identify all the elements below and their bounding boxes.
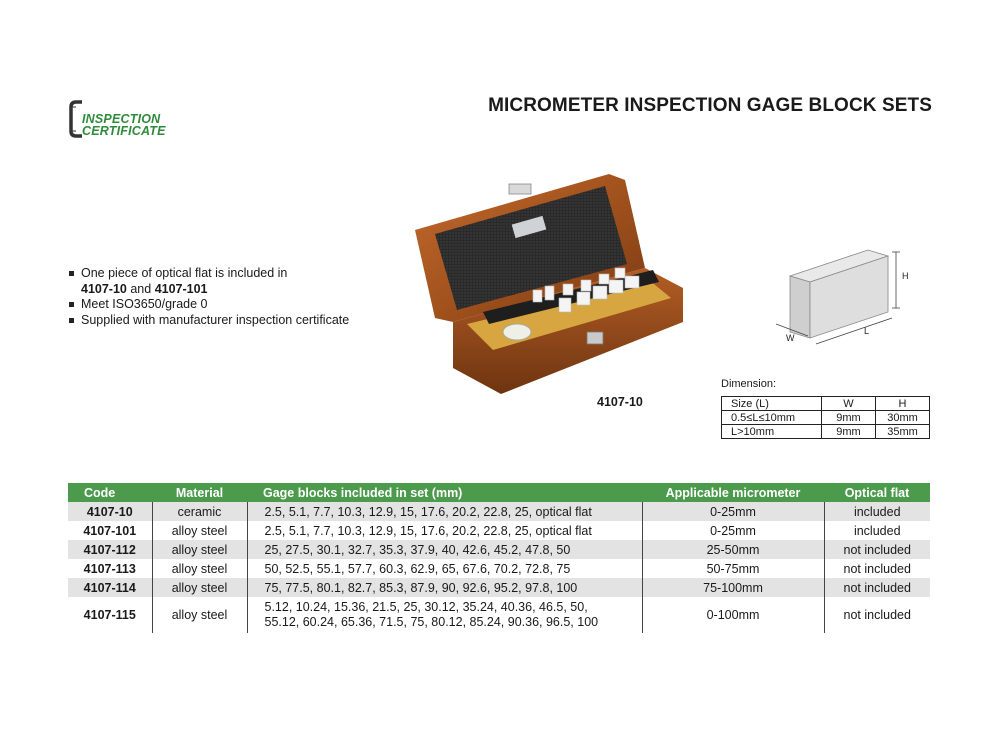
cell-material: ceramic <box>152 502 247 521</box>
dimension-h: 35mm <box>876 425 930 439</box>
dimension-size: L>10mm <box>722 425 822 439</box>
col-header-code: Code <box>68 483 152 502</box>
table-row <box>68 578 930 597</box>
dimension-w: 9mm <box>822 425 876 439</box>
cell-micrometer: 0-100mm <box>642 597 824 633</box>
cell-gage-blocks: 50, 52.5, 55.1, 57.7, 60.3, 62.9, 65, 67.6, 70.2, 72.8, 75 <box>247 559 642 578</box>
feature-conjunction: and <box>126 281 155 296</box>
feature-code: 4107-10 <box>81 281 127 296</box>
dimension-header-h: H <box>876 397 930 411</box>
col-header-gage-blocks: Gage blocks included in set (mm) <box>247 483 642 502</box>
table-row <box>68 521 930 540</box>
cell-micrometer: 50-75mm <box>642 559 824 578</box>
cell-code: 4107-101 <box>83 523 137 538</box>
col-header-material: Material <box>152 483 247 502</box>
table-row <box>68 559 930 578</box>
cell-optical-flat: included <box>824 521 930 540</box>
dimension-h: 30mm <box>876 411 930 425</box>
gage-block-dimension-diagram <box>768 246 918 346</box>
cell-optical-flat: not included <box>824 540 930 559</box>
logo-line-1: INSPECTION <box>82 112 161 126</box>
cell-micrometer: 0-25mm <box>642 502 824 521</box>
feature-list <box>68 266 349 328</box>
product-photo-gage-block-case <box>413 172 685 397</box>
feature-code: 4107-101 <box>154 281 208 296</box>
cell-gage-blocks: 25, 27.5, 30.1, 32.7, 35.3, 37.9, 40, 42.6, 45.2, 47.8, 50 <box>247 540 642 559</box>
dimension-row <box>722 425 930 439</box>
cell-code: 4107-10 <box>68 502 152 521</box>
gage-blocks-line-1: 5.12, 10.24, 15.36, 21.5, 25, 30.12, 35.24, 40.36, 46.5, 50, <box>264 600 588 614</box>
page-title: MICROMETER INSPECTION GAGE BLOCK SETS <box>488 95 932 116</box>
table-header-row <box>68 483 930 502</box>
cell-code: 4107-112 <box>68 540 152 559</box>
table-row <box>68 502 930 521</box>
col-header-micrometer: Applicable micrometer <box>642 483 824 502</box>
diagram-h-label: H <box>902 271 909 281</box>
dimension-header-row <box>722 397 930 411</box>
dimension-label: Dimension: <box>721 378 777 390</box>
cell-optical-flat: not included <box>824 559 930 578</box>
table-row <box>68 540 930 559</box>
cell-gage-blocks: 75, 77.5, 80.1, 82.7, 85.3, 87.9, 90, 92.6, 95.2, 97.8, 100 <box>247 578 642 597</box>
feature-item <box>68 266 349 297</box>
col-header-optical-flat: Optical flat <box>824 483 930 502</box>
dimension-row <box>722 411 930 425</box>
feature-item: Supplied with manufacturer inspection certificate <box>68 313 349 329</box>
logo-text <box>82 113 166 137</box>
cell-code: 4107-115 <box>83 607 136 622</box>
dimension-size: 0.5≤L≤10mm <box>722 411 822 425</box>
cell-optical-flat: not included <box>824 578 930 597</box>
cell-gage-blocks: 2.5, 5.1, 7.7, 10.3, 12.9, 15, 17.6, 20.2, 22.8, 25, optical flat <box>247 502 642 521</box>
cell-material: alloy steel <box>152 540 247 559</box>
cell-micrometer: 25-50mm <box>642 540 824 559</box>
feature-item: Meet ISO3650/grade 0 <box>68 297 349 313</box>
diagram-l-label: L <box>864 326 870 336</box>
cell-optical-flat: included <box>824 502 930 521</box>
dimension-table <box>721 396 930 439</box>
dimension-header-size: Size (L) <box>722 397 822 411</box>
cell-micrometer: 0-25mm <box>642 521 824 540</box>
cell-code: 4107-114 <box>68 578 152 597</box>
cell-gage-blocks: 2.5, 5.1, 7.7, 10.3, 12.9, 15, 17.6, 20.2, 22.8, 25, optical flat <box>247 521 642 540</box>
cell-gage-blocks <box>247 597 642 633</box>
feature-text: One piece of optical flat is included in <box>81 266 288 280</box>
dimension-header-w: W <box>822 397 876 411</box>
diagram-w-label: W <box>786 333 795 343</box>
cell-material: alloy steel <box>152 521 247 540</box>
cell-material: alloy steel <box>152 559 247 578</box>
cell-material: alloy steel <box>152 578 247 597</box>
gage-block-sets-table <box>68 483 930 633</box>
cell-micrometer: 75-100mm <box>642 578 824 597</box>
table-row <box>68 597 930 633</box>
dimension-w: 9mm <box>822 411 876 425</box>
cell-material: alloy steel <box>152 597 247 633</box>
cell-code: 4107-113 <box>83 561 136 576</box>
product-caption: 4107-10 <box>597 395 643 409</box>
logo-line-2: CERTIFICATE <box>82 124 166 138</box>
cell-optical-flat: not included <box>824 597 930 633</box>
gage-blocks-line-2: 55.12, 60.24, 65.36, 71.5, 75, 80.12, 85.24, 90.36, 96.5, 100 <box>264 615 599 629</box>
